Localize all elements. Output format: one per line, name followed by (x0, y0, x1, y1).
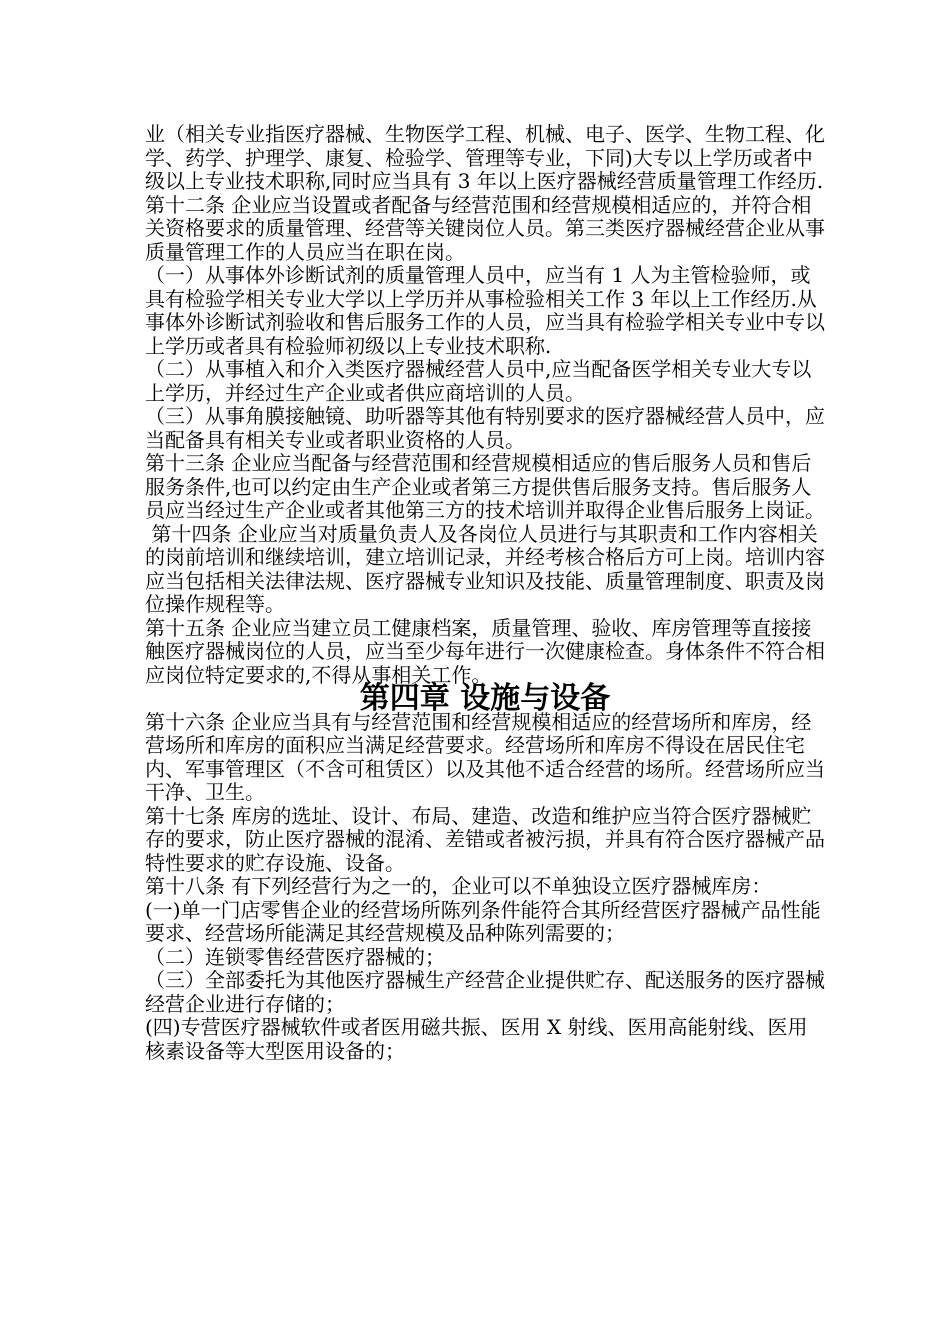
paragraph-article-18-item-3: （三）全部委托为其他医疗器械生产经营企业提供贮存、配送服务的医疗器械经营企业进行存储的； (145, 968, 825, 1016)
paragraph-article-11-cont: 业（相关专业指医疗器械、生物医学工程、机械、电子、医学、生物工程、化学、药学、护理学、康复、检验学、管理等专业，下同)大专以上学历或者中级以上专业技术职称,同时应当具有 3 年以上医疗器械经营质量管理工作经历. (145, 122, 825, 193)
document-page (145, 123, 825, 1063)
paragraph-article-12-item-1: （一）从事体外诊断试剂的质量管理人员中，应当有 1 人为主管检验师，或具有检验学相关专业大学以上学历并从事检验相关工作 3 年以上工作经历.从事体外诊断试剂验收和售后服务工作的人员，应当具有检验学相关专业中专以上学历或者具有检验师初级以上专业技术职称. (145, 263, 825, 358)
paragraph-article-12-item-2: （二）从事植入和介入类医疗器械经营人员中,应当配备医学相关专业大专以上学历，并经过生产企业或者供应商培训的人员。 (145, 357, 812, 405)
paragraph-article-18-item-4: (四)专营医疗器械软件或者医用磁共振、医用 X 射线、医用高能射线、医用核素设备等大型医用设备的； (145, 1015, 808, 1063)
chapter-title: 第四章 设施与设备 (359, 681, 611, 716)
paragraph-article-16: 第十六条 企业应当具有与经营范围和经营规模相适应的经营场所和库房，经营场所和库房的面积应当满足经营要求。经营场所和库房不得设在居民住宅内、军事管理区（不含可租赁区）以及其他不适合经营的场所。经营场所应当干净、卫生。 (145, 709, 825, 804)
paragraph-article-15: 第十五条 企业应当建立员工健康档案，质量管理、验收、库房管理等直接接触医疗器械岗位的人员，应当至少每年进行一次健康检查。身体条件不符合相应岗位特定要求的,不得从事相关工作。 (145, 615, 825, 687)
paragraph-article-12: 第十二条 企业应当设置或者配备与经营范围和经营规模相适应的，并符合相关资格要求的质量管理、经营等关键岗位人员。第三类医疗器械经营企业从事质量管理工作的人员应当在职在岗。 (145, 192, 825, 264)
paragraph-article-14: 第十四条 企业应当对质量负责人及各岗位人员进行与其职责和工作内容相关的岗前培训和继续培训，建立培训记录，并经考核合格后方可上岗。培训内容应当包括相关法律法规、医疗器械专业知识及技能、质量管理制度、职责及岗位操作规程等。 (145, 521, 825, 616)
paragraph-article-12-item-3: （三）从事角膜接触镜、助听器等其他有特别要求的医疗器械经营人员中，应当配备具有相关专业或者职业资格的人员。 (145, 404, 825, 452)
paragraph-article-18-item-2: （二）连锁零售经营医疗器械的； (145, 944, 445, 969)
paragraph-article-18: 第十八条 有下列经营行为之一的，企业可以不单独设立医疗器械库房： (145, 874, 772, 898)
paragraph-article-18-item-1: (一)单一门店零售企业的经营场所陈列条件能符合其所经营医疗器械产品性能要求、经营场所能满足其经营规模及品种陈列需要的； (145, 897, 821, 945)
paragraph-article-17: 第十七条 库房的选址、设计、布局、建造、改造和维护应当符合医疗器械贮存的要求，防止医疗器械的混淆、差错或者被污损，并具有符合医疗器械产品特性要求的贮存设施、设备。 (145, 803, 825, 875)
paragraph-article-13: 第十三条 企业应当配备与经营范围和经营规模相适应的售后服务人员和售后服务条件,也可以约定由生产企业或者第三方提供售后服务支持。售后服务人员应当经过生产企业或者其他第三方的技术培训并取得企业售后服务上岗证。 (145, 451, 825, 522)
